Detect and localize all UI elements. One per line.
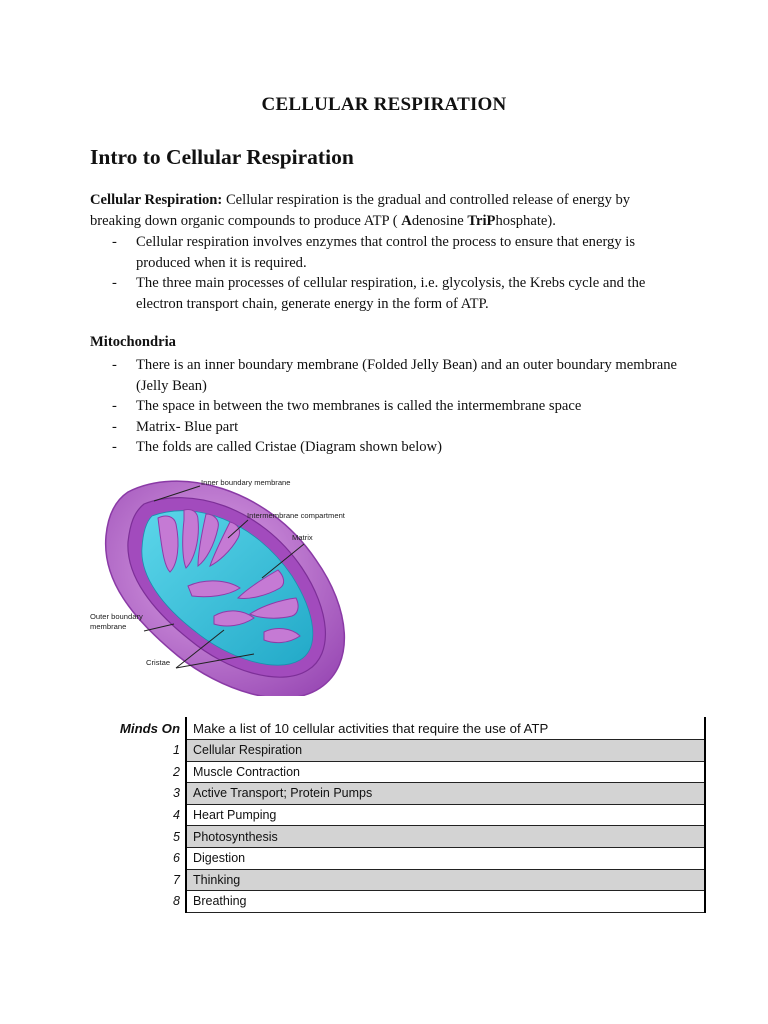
label-outer-membrane-1: Outer boundary <box>90 612 143 621</box>
bullet-dash: - <box>112 234 117 250</box>
row-number: 7 <box>90 869 186 891</box>
label-cristae: Cristae <box>146 658 171 667</box>
minds-on-table <box>90 717 706 913</box>
bullet-dash: - <box>112 439 117 455</box>
atp-letters-tri: Tri <box>467 212 487 229</box>
list-item-text: Cellular respiration involves enzymes that control the process to ensure that energy is produced when it is required. <box>136 234 636 271</box>
table-row <box>90 826 705 848</box>
row-answer: Active Transport; Protein Pumps <box>186 783 705 805</box>
label-outer-membrane-2: membrane <box>90 622 127 631</box>
bullet-dash: - <box>112 398 117 414</box>
document-title: CELLULAR RESPIRATION <box>261 94 507 115</box>
row-answer: Breathing <box>186 891 705 913</box>
definition-text: Cellular respiration is the gradual and controlled release of energy by breaking down organic compounds to produce ATP ( <box>90 192 631 229</box>
row-answer: Thinking <box>186 869 705 891</box>
row-answer: Heart Pumping <box>186 804 705 826</box>
table-row <box>90 804 705 826</box>
table-row <box>90 783 705 805</box>
mitochondria-bullet-list <box>90 355 680 458</box>
row-answer: Digestion <box>186 847 705 869</box>
list-item <box>90 355 680 396</box>
definition-paragraph <box>90 190 680 231</box>
table-prompt: Make a list of 10 cellular activities that require the use of ATP <box>186 717 705 740</box>
bullet-dash: - <box>112 418 117 435</box>
row-answer: Muscle Contraction <box>186 761 705 783</box>
list-item-text: The space in between the two membranes is called the intermembrane space <box>136 398 582 414</box>
row-answer: Photosynthesis <box>186 826 705 848</box>
row-answer: Cellular Respiration <box>186 740 705 762</box>
section-heading: Intro to Cellular Respiration <box>90 145 354 169</box>
row-number: 3 <box>90 783 186 805</box>
label-inner-membrane: Inner boundary membrane <box>201 478 291 487</box>
label-matrix: Matrix <box>292 533 313 542</box>
mitochondria-heading: Mitochondria <box>90 334 176 350</box>
table-row <box>90 869 705 891</box>
row-number: 6 <box>90 847 186 869</box>
definition-term: Cellular Respiration: <box>90 192 223 208</box>
table-row <box>90 847 705 869</box>
label-intermembrane: Intermembrane compartment <box>247 511 345 520</box>
table-row <box>90 891 705 913</box>
list-item-text: There is an inner boundary membrane (Folded Jelly Bean) and an outer boundary membrane (Jelly Bean) <box>136 357 678 394</box>
atp-letter-a: A <box>401 212 412 229</box>
list-item <box>90 396 680 417</box>
row-number: 1 <box>90 740 186 762</box>
row-number: 5 <box>90 826 186 848</box>
list-item <box>90 273 680 314</box>
row-number: 2 <box>90 761 186 783</box>
list-item-text: Matrix- Blue part <box>136 418 239 435</box>
list-item-text: The three main processes of cellular respiration, i.e. glycolysis, the Krebs cycle and the electron transport chain, generate energy in the form of ATP. <box>136 275 646 312</box>
list-item <box>90 232 680 273</box>
bullet-dash: - <box>112 357 117 373</box>
list-item-text: The folds are called Cristae (Diagram shown below) <box>136 439 442 455</box>
definition-text-2: denosine <box>411 212 468 229</box>
list-item <box>90 417 680 438</box>
table-header-row <box>90 717 705 740</box>
definition-text-3: hosphate). <box>495 212 556 229</box>
table-row <box>90 761 705 783</box>
table-row <box>90 740 705 762</box>
mitochondrion-diagram <box>88 468 358 696</box>
atp-letter-p: P <box>486 212 496 229</box>
row-number: 8 <box>90 891 186 913</box>
intro-bullet-list <box>90 232 680 314</box>
row-number: 4 <box>90 804 186 826</box>
list-item <box>90 437 680 458</box>
bullet-dash: - <box>112 275 117 291</box>
minds-on-label: Minds On <box>90 717 186 740</box>
